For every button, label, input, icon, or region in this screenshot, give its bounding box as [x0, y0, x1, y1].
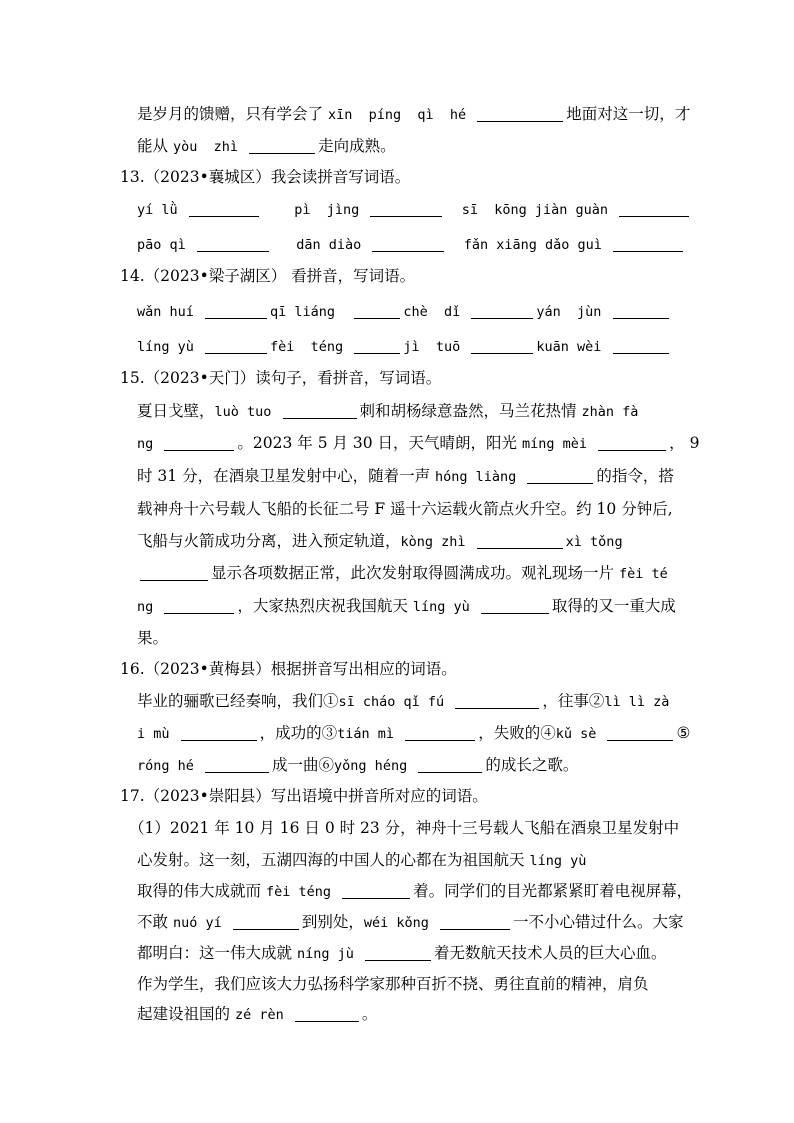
pinyin-prompt: xì tǒng	[565, 534, 623, 550]
pinyin-prompt: níng jù	[296, 946, 362, 962]
text-segment: 取得的又一重大成	[551, 597, 676, 615]
answer-blank[interactable]	[598, 434, 666, 451]
answer-blank[interactable]	[613, 337, 669, 354]
pinyin-prompt: qī liáng	[270, 304, 352, 320]
q16-line-1	[137, 691, 669, 713]
answer-blank[interactable]	[477, 532, 563, 549]
q17-line-5	[137, 943, 666, 965]
answer-blank[interactable]	[205, 302, 267, 319]
answer-blank[interactable]	[405, 724, 475, 741]
answer-blank[interactable]	[354, 302, 400, 319]
text-segment: ，大家热烈庆祝我国航天	[237, 597, 413, 615]
p12-line-1	[137, 104, 690, 126]
text-segment: 13.（2023•襄城区）我会读拼音写词语。	[120, 168, 411, 186]
text-segment: 起建设祖国的	[137, 1005, 235, 1023]
pinyin-prompt: hóng liàng	[435, 469, 525, 485]
answer-blank[interactable]	[372, 235, 444, 252]
text-segment: 心发射。这一刻，五湖四海的中国人的心都在为祖国航天	[137, 851, 530, 869]
q17-line-2	[137, 850, 586, 872]
q13-row-1	[137, 199, 692, 221]
answer-blank[interactable]	[233, 913, 299, 930]
text-segment: 走向成熟。	[318, 137, 396, 155]
answer-blank[interactable]	[189, 200, 259, 217]
text-segment: 作为学生，我们应该大力弘扬科学家那种百折不挠、勇往直前的精神，肩负	[137, 975, 649, 993]
pinyin-prompt: kòng zhì	[400, 534, 474, 550]
text-segment: 不敢	[137, 913, 173, 931]
q15-line-7	[137, 596, 676, 618]
q17-line-4	[137, 912, 684, 934]
answer-blank[interactable]	[197, 235, 269, 252]
answer-blank[interactable]	[370, 200, 442, 217]
text-segment: 载神舟十六号载人飞船的长征二号 F 遥十六运载火箭点火升空。约 10 分钟后,	[137, 500, 673, 518]
text-segment: 着无数航天技术人员的巨大心血。	[433, 944, 667, 962]
answer-blank[interactable]	[354, 337, 400, 354]
pinyin-prompt: lì lì zà	[604, 694, 670, 710]
answer-blank[interactable]	[471, 302, 533, 319]
answer-blank[interactable]	[418, 756, 482, 773]
pinyin-prompt: yí lǜ	[137, 202, 186, 218]
q15-line-6	[137, 563, 668, 585]
answer-blank[interactable]	[164, 597, 234, 614]
answer-blank[interactable]	[481, 597, 549, 614]
pinyin-prompt: ng	[137, 599, 162, 615]
text-segment: ， 9	[669, 434, 700, 452]
q15-line-4	[137, 499, 673, 521]
pinyin-prompt: zé rèn	[234, 1007, 292, 1023]
pinyin-prompt: zhàn fà	[581, 404, 639, 420]
pinyin-prompt: pāo qì	[137, 237, 194, 253]
text-segment: 14.（2023•梁子湖区） 看拼音，写词语。	[120, 267, 416, 285]
q15-line-1	[137, 401, 638, 423]
text-segment: 飞船与火箭成功分离，进入预定轨道，	[137, 532, 401, 550]
text-segment: 时 31 分，在酒泉卫星发射中心，随着一声	[137, 467, 436, 485]
answer-blank[interactable]	[164, 434, 234, 451]
pinyin-prompt: líng yù	[529, 853, 587, 869]
q15-heading	[120, 368, 441, 390]
text-segment: 。2023 年 5 月 30 日，天气晴朗，阳光	[237, 434, 522, 452]
pinyin-prompt: fèi té	[618, 566, 668, 582]
pinyin-prompt: jì tuō	[403, 339, 469, 355]
q17-heading	[120, 786, 488, 808]
text-segment: 刺和胡杨绿意盎然，马兰花热情	[359, 402, 582, 420]
q17-line-7	[137, 1004, 377, 1026]
text-segment: 地面对这一切，才	[566, 105, 691, 123]
pinyin-prompt: yòu zhì	[172, 139, 247, 155]
text-segment: ，成功的③	[259, 724, 338, 742]
pinyin-prompt: líng yù	[137, 339, 203, 355]
text-segment: 都明白：这一伟大成就	[137, 944, 297, 962]
pinyin-prompt: fèi téng	[270, 339, 352, 355]
text-segment: 成一曲⑥	[272, 756, 335, 774]
answer-blank[interactable]	[455, 692, 539, 709]
answer-blank[interactable]	[283, 402, 357, 419]
q16-heading	[120, 659, 457, 681]
answer-blank[interactable]	[613, 235, 683, 252]
text-segment: 到别处，	[301, 913, 364, 931]
answer-blank[interactable]	[471, 337, 533, 354]
pinyin-prompt: pì jìng	[261, 202, 368, 218]
pinyin-prompt: fèi téng	[265, 884, 340, 900]
q15-line-3	[137, 466, 674, 488]
pinyin-prompt: i mù	[137, 726, 178, 742]
answer-blank[interactable]	[140, 564, 208, 581]
text-segment: 毕业的骊歌已经奏响，我们①	[137, 692, 339, 710]
pinyin-prompt: nuó yí	[172, 915, 230, 931]
text-segment: 夏日戈壁，	[137, 402, 215, 420]
pinyin-prompt: wéi kǒng	[363, 915, 438, 931]
answer-blank[interactable]	[205, 756, 269, 773]
answer-blank[interactable]	[342, 882, 410, 899]
pinyin-prompt: wǎn huí	[137, 304, 203, 320]
answer-blank[interactable]	[295, 1005, 359, 1022]
answer-blank[interactable]	[619, 200, 689, 217]
text-segment: 15.（2023•天门）读句子，看拼音，写词语。	[120, 369, 442, 387]
pinyin-prompt: róng hé	[137, 758, 203, 774]
text-segment: ，失败的④	[478, 724, 556, 742]
q13-heading	[120, 167, 410, 189]
pinyin-prompt: dān diào	[271, 237, 370, 253]
pinyin-prompt: yǒng héng	[334, 758, 416, 774]
answer-blank[interactable]	[249, 137, 315, 154]
answer-blank[interactable]	[365, 944, 431, 961]
pinyin-prompt: fǎn xiāng dǎo guì	[447, 237, 611, 253]
answer-blank[interactable]	[205, 337, 267, 354]
text-segment: 一不小心错过什么。大家	[513, 913, 684, 931]
text-segment: 17.（2023•崇阳县）写出语境中拼音所对应的词语。	[120, 787, 488, 805]
q14-row-2	[137, 336, 672, 358]
pinyin-prompt: luò tuo	[214, 404, 280, 420]
q15-line-8	[137, 628, 168, 650]
pinyin-prompt: sī cháo qǐ fú	[338, 694, 453, 710]
pinyin-prompt: líng yù	[412, 599, 478, 615]
p12-line-2	[137, 136, 396, 158]
text-segment: ⑤	[676, 724, 691, 742]
text-segment: 能从	[137, 137, 173, 155]
q14-row-1	[137, 301, 672, 323]
text-segment: 显示各项数据正常，此次发射取得圆满成功。观礼现场一片	[211, 564, 619, 582]
q15-line-5	[137, 531, 623, 553]
text-segment: 的指令，搭	[596, 467, 674, 485]
pinyin-prompt: chè dǐ	[403, 304, 469, 320]
text-segment: 取得的伟大成就而	[137, 882, 266, 900]
pinyin-prompt: xīn píng qì hé	[327, 107, 475, 123]
text-segment: 是岁月的馈赠，只有学会了	[137, 105, 328, 123]
text-segment: 16.（2023•黄梅县）根据拼音写出相应的词语。	[120, 660, 457, 678]
q17-line-6	[137, 974, 649, 996]
text-segment: 的成长之歌。	[485, 756, 579, 774]
q17-line-1	[129, 818, 679, 840]
text-segment: 。	[361, 1005, 378, 1023]
text-segment: 着。同学们的目光都紧紧盯着电视屏幕，	[413, 882, 693, 900]
q16-line-2	[137, 723, 690, 745]
answer-blank[interactable]	[527, 467, 593, 484]
pinyin-prompt: kǔ sè	[555, 726, 605, 742]
q17-line-3	[137, 881, 692, 903]
answer-blank[interactable]	[181, 724, 257, 741]
pinyin-prompt: yán jùn	[536, 304, 610, 320]
pinyin-prompt: sī kōng jiàn guàn	[445, 202, 617, 218]
q13-row-2	[137, 234, 686, 256]
text-segment: 果。	[137, 629, 169, 647]
q16-line-3	[137, 755, 578, 777]
q14-heading	[120, 266, 415, 288]
pinyin-prompt: ng	[137, 436, 162, 452]
answer-blank[interactable]	[607, 724, 673, 741]
pinyin-prompt: tián mì	[337, 726, 403, 742]
text-segment: （1）2021 年 10 月 16 日 0 时 23 分，神舟十三号载人飞船在酒泉卫星发射中	[129, 819, 680, 837]
pinyin-prompt: kuān wèi	[536, 339, 610, 355]
text-segment: ，往事②	[542, 692, 605, 710]
pinyin-prompt: míng mèi	[522, 436, 596, 452]
answer-blank[interactable]	[477, 105, 563, 122]
answer-blank[interactable]	[440, 913, 510, 930]
answer-blank[interactable]	[613, 302, 669, 319]
q15-line-2	[137, 433, 699, 455]
